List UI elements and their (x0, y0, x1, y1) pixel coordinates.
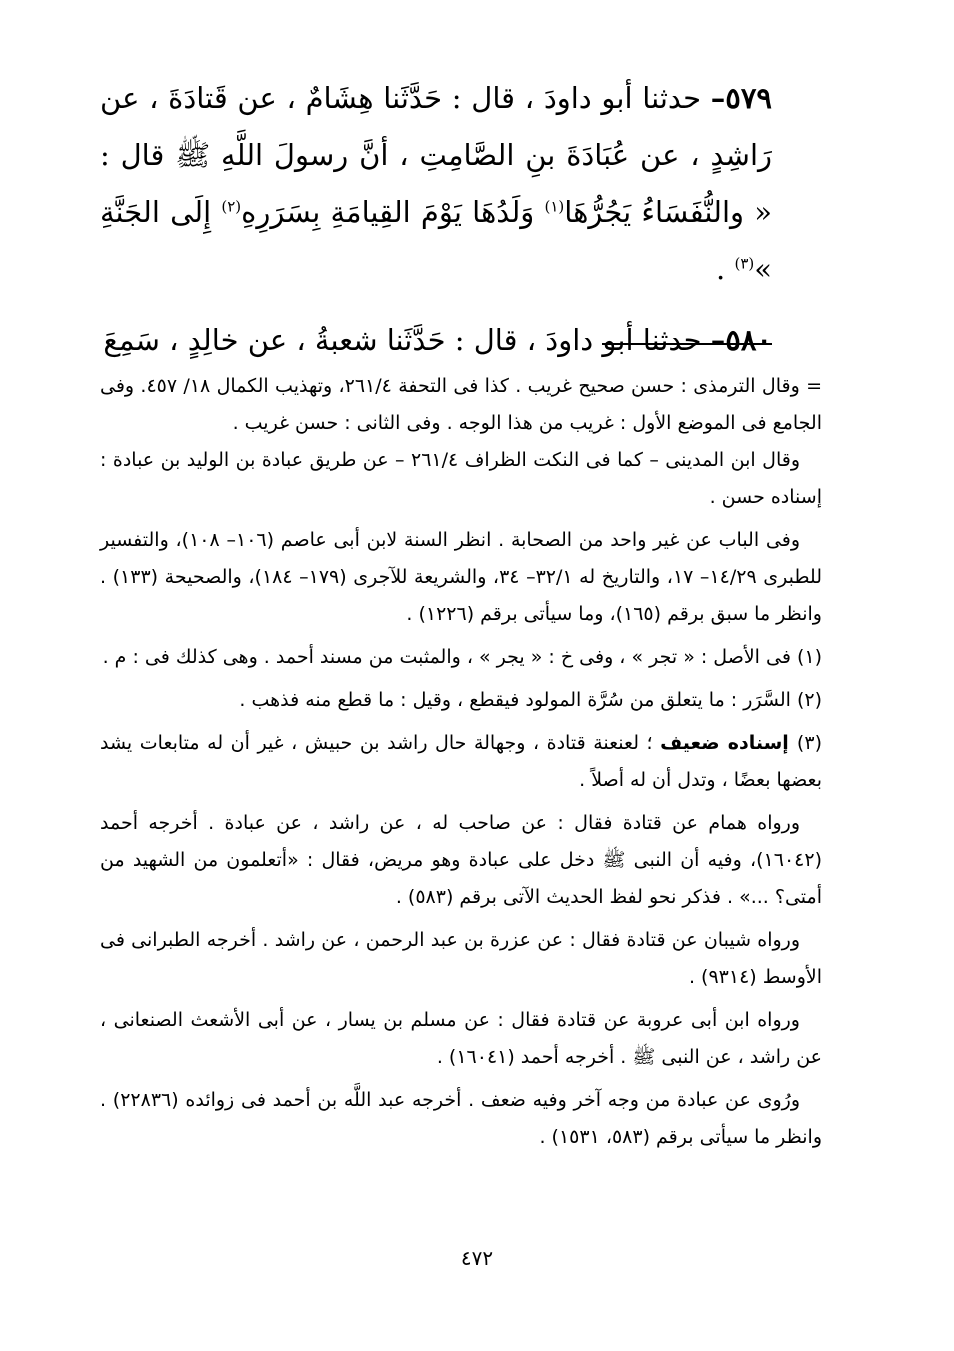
hadith-text-cont: وَلَدُهَا يَوْمَ القِيامَةِ بِسَرَرِهِ (241, 195, 545, 229)
footnote-continuation: وقال ابن المدينى – كما فى النكت الظراف ٢٦١/٤ – عن طريق عبادة بن الوليد بن عبادة : إسناده حسن . (100, 449, 822, 508)
footnote-paragraph: ورُوى عن عبادة من وجه آخر وفيه ضعف . أخرجه عبد اللَّه بن أحمد فى زوائده (٢٢٨٣٦) . وانظر ما سيأتى برقم (٥٨٣، ١٥٣١) . (100, 1089, 822, 1148)
footnote-continuation: = وقال الترمذى : حسن صحيح غريب . كذا فى التحفة ٢٦١/٤، وتهذيب الكمال ١٨/ ٤٥٧. وفى الجامع فى الموضع الأول : غريب من هذا الوجه . وفى الثانى : حسن غريب . (100, 375, 822, 434)
footnote-3-label: (٣) (796, 732, 822, 754)
footnote-continuation: وفى الباب عن غير واحد من الصحابة . انظر السنة لابن أبى عاصم (١٠٦– ١٠٨)، والتفسير للطبرى ١٤/٢٩– ١٧، والتاريخ له ٣٢/١– ٣٤، والشريعة للآجرى (١٧٩– ١٨٤)، والصحيحة (١٣٣) . وانظر ما سبق برقم (١٦٥)، وما سيأتى برقم (١٢٢٦) . (100, 529, 822, 625)
footnote-1: (١) فى الأصل : « تجر » ، وفى خ : « يجر » ، والمثبت من مسند أحمد . وهى كذلك فى : م . (102, 646, 822, 668)
footnote-ref-3: (٣) (734, 254, 755, 273)
hadith-580 (100, 312, 772, 369)
footnote-paragraph: ورواه ابن أبى عروبة عن قتادة فقال : عن مسلم بن يسار ، عن أبى الأشعث الصنعانى ، عن راشد ، عن النبى ﷺ . أخرجه أحمد (١٦٠٤١) . (100, 1009, 822, 1068)
hadith-text-end: . (716, 252, 735, 286)
page-number: ٤٧٢ (460, 1246, 494, 1270)
footnote-paragraph: ورواه همام عن قتادة فقال : عن صاحب له ، عن راشد ، عن عبادة . أخرجه أحمد (١٦٠٤٢)، وفيه أن النبى ﷺ دخل على عبادة وهو مريض، فقال : «أتعلمون من الشهيد من أمتى؟ ...» . فذكر نحو لفظ الحديث الآتى برقم (٥٨٣) . (100, 812, 822, 908)
hadith-number: ٥٨٠– (710, 323, 772, 357)
hadith-text: حدثنا أبو داودَ ، قال : حَدَّثَنا شعبةُ ، عن خالِدٍ ، سَمِعَ (103, 323, 711, 357)
footnote-paragraph: ورواه شيبان عن قتادة فقال : عن عزرة بن عبد الرحمن ، عن راشد . أخرجه الطبرانى فى الأوسط (٩٣١٤) . (100, 929, 822, 988)
footnotes-section (100, 368, 822, 1156)
footnote-separator (602, 343, 772, 345)
hadith-number: ٥٧٩– (710, 81, 772, 115)
hadith-text-cont: إِلَى الجَنَّةِ » (100, 195, 772, 286)
footnote-3-grade: إسناده ضعيف (660, 732, 797, 754)
footnote-2: (٢) السَّرَر : ما يتعلق من سُرَّة المولود فيقطع ، وقيل : ما قطع منه فذهب . (239, 689, 822, 711)
footnote-3 (100, 725, 822, 799)
hadith-section (100, 70, 772, 369)
footnote-ref-1: (١) (544, 197, 565, 216)
footnote-ref-2: (٢) (221, 197, 242, 216)
footnote-3-text: ؛ لعنعنة قتادة ، وجهالة حال راشد بن حبيش ، غير أن له متابعات يشد بعضها بعضًا ، وتدل أن له أصلاً . (100, 732, 822, 791)
hadith-579 (100, 70, 772, 298)
hadith-text: حدثنا أبو داودَ ، قال : حَدَّثَنا هِشَامٌ ، عن قَتادَةَ ، عن رَاشِدٍ ، عن عُبَادَةَ بنِ الصَّامِتِ ، أنَّ رسولَ اللَّهِ ﷺ قال : « والنُّفَسَاءُ يَجُرُّهَا (100, 81, 772, 229)
